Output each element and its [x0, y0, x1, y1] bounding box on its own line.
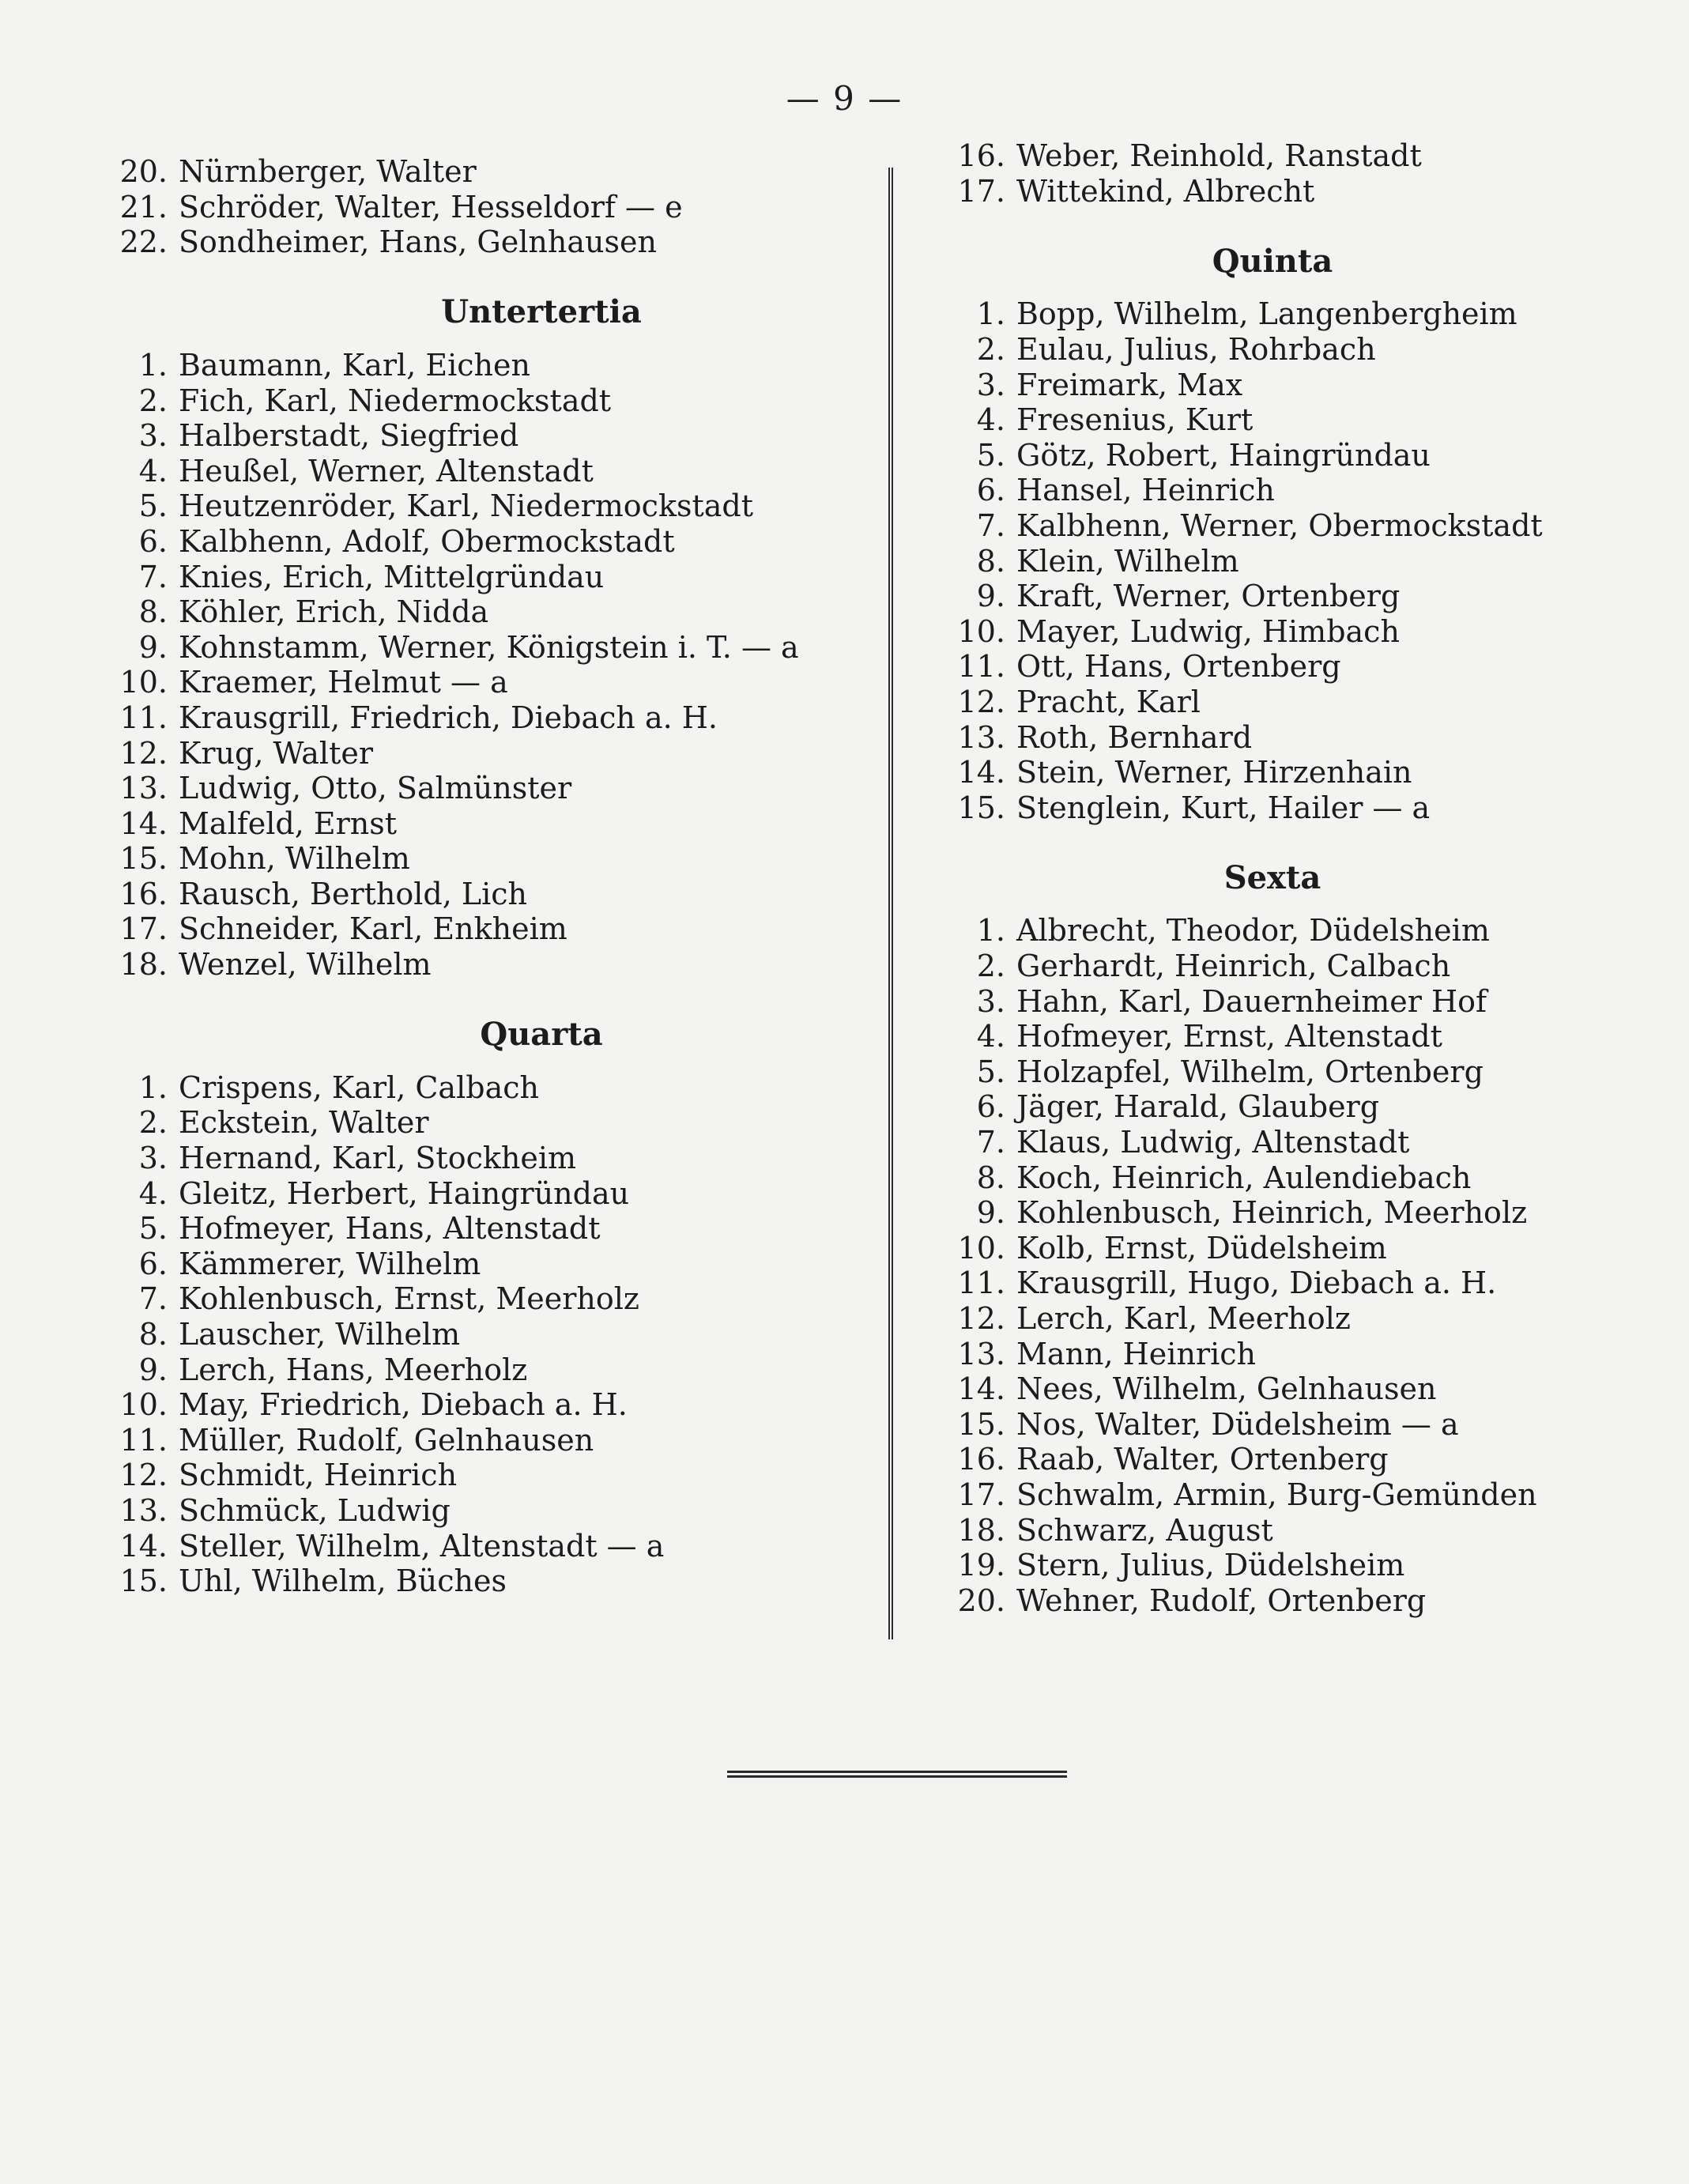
list-item	[948, 508, 1597, 544]
list-item	[948, 1371, 1597, 1407]
list-item	[948, 1266, 1597, 1301]
entry-number: 17.	[119, 911, 168, 947]
entry-number: 16.	[957, 1442, 1005, 1477]
list-item	[111, 947, 854, 983]
entry-number: 5.	[138, 488, 168, 524]
entry-number: 2.	[976, 949, 1005, 984]
entry-text: Schmidt, Heinrich	[179, 1458, 458, 1493]
entry-text: Baumann, Karl, Eichen	[179, 347, 530, 383]
list-item	[948, 332, 1597, 368]
entry-number: 4.	[976, 402, 1005, 438]
list-item	[111, 1281, 854, 1317]
entry-text: Kohlenbusch, Heinrich, Meerholz	[1016, 1195, 1528, 1231]
entry-number: 2.	[138, 383, 168, 418]
entry-number: 10.	[957, 1230, 1005, 1266]
entry-number: 15.	[957, 1406, 1005, 1442]
entry-number: 1.	[976, 913, 1005, 949]
entry-number: 7.	[138, 559, 168, 594]
entry-text: Jäger, Harald, Glauberg	[1016, 1089, 1380, 1125]
list-item	[948, 949, 1597, 984]
heading-quarta: Quarta	[480, 1016, 603, 1054]
entry-number: 20.	[957, 1582, 1005, 1618]
entry-number: 9.	[976, 1195, 1005, 1231]
heading-sexta: Sexta	[1223, 858, 1321, 896]
list-item	[111, 1176, 854, 1212]
list-item	[111, 911, 854, 947]
list-item	[948, 1089, 1597, 1125]
entry-number: 19.	[957, 1548, 1005, 1583]
entry-text: Malfeld, Ernst	[179, 805, 398, 841]
entry-text: Bopp, Wilhelm, Langenbergheim	[1016, 296, 1517, 332]
entry-number: 1.	[976, 296, 1005, 332]
list-item	[948, 913, 1597, 949]
heading-untertertia: Untertertia	[441, 293, 642, 331]
entry-number: 7.	[138, 1281, 168, 1317]
entry-number: 12.	[957, 684, 1005, 719]
entry-text: Lerch, Hans, Meerholz	[179, 1352, 528, 1387]
list-item	[111, 1529, 854, 1564]
entry-text: Sondheimer, Hans, Gelnhausen	[179, 224, 657, 260]
list-item	[111, 1317, 854, 1352]
list-item	[111, 1423, 854, 1458]
entry-text: Hansel, Heinrich	[1016, 473, 1275, 508]
entry-number: 9.	[138, 1352, 168, 1387]
list-item	[948, 1301, 1597, 1337]
entry-text: Wenzel, Wilhelm	[179, 947, 432, 983]
entry-number: 8.	[976, 543, 1005, 579]
sexta-list	[948, 913, 1597, 1618]
entry-number: 22.	[119, 224, 168, 260]
entry-text: May, Friedrich, Diebach a. H.	[179, 1387, 628, 1423]
list-item	[111, 736, 854, 771]
entry-text: Lerch, Karl, Meerholz	[1016, 1301, 1351, 1336]
right-top-list	[948, 138, 1597, 209]
entry-text: Fresenius, Kurt	[1016, 402, 1254, 438]
entry-number: 15.	[119, 1564, 168, 1599]
entry-number: 12.	[119, 735, 168, 771]
entry-number: 10.	[957, 613, 1005, 649]
entry-number: 11.	[957, 649, 1005, 685]
list-item	[111, 1070, 854, 1106]
list-item	[111, 1387, 854, 1423]
list-item	[111, 154, 854, 190]
list-item	[111, 560, 854, 595]
entry-number: 17.	[957, 173, 1005, 209]
entry-number: 12.	[119, 1458, 168, 1493]
list-item	[948, 579, 1597, 614]
entry-text: Mann, Heinrich	[1016, 1336, 1256, 1371]
list-item	[948, 1583, 1597, 1619]
list-item	[111, 1247, 854, 1282]
entry-text: Pracht, Karl	[1016, 684, 1201, 719]
entry-text: Kalbhenn, Werner, Obermockstadt	[1016, 507, 1543, 543]
list-item	[948, 544, 1597, 579]
list-item	[111, 190, 854, 225]
entry-number: 8.	[138, 594, 168, 630]
entry-number: 14.	[119, 805, 168, 841]
entry-number: 8.	[976, 1160, 1005, 1195]
list-item	[948, 174, 1597, 209]
entry-text: Schwarz, August	[1016, 1512, 1273, 1548]
list-item	[948, 1477, 1597, 1513]
entry-text: Ott, Hans, Ortenberg	[1016, 649, 1341, 685]
entry-number: 18.	[957, 1512, 1005, 1548]
list-item	[948, 368, 1597, 403]
entry-text: Heußel, Werner, Altenstadt	[179, 453, 594, 488]
list-item	[948, 296, 1597, 332]
entry-number: 17.	[957, 1477, 1005, 1512]
entry-text: Albrecht, Theodor, Düdelsheim	[1016, 913, 1490, 949]
entry-number: 13.	[957, 719, 1005, 755]
entry-number: 7.	[976, 507, 1005, 543]
list-item	[111, 700, 854, 736]
entry-number: 1.	[138, 1069, 168, 1105]
entry-text: Schröder, Walter, Hesseldorf — e	[179, 189, 683, 224]
entry-number: 8.	[138, 1317, 168, 1352]
entry-number: 5.	[976, 1054, 1005, 1089]
entry-number: 2.	[976, 331, 1005, 367]
list-item	[111, 630, 854, 666]
list-item	[111, 877, 854, 912]
list-item	[111, 224, 854, 260]
entry-text: Uhl, Wilhelm, Büches	[179, 1564, 507, 1599]
entry-number: 3.	[976, 367, 1005, 402]
list-item	[948, 1442, 1597, 1477]
entry-text: Lauscher, Wilhelm	[179, 1317, 461, 1352]
entry-text: Roth, Bernhard	[1016, 719, 1253, 755]
list-item	[948, 1019, 1597, 1054]
entry-text: Schmück, Ludwig	[179, 1492, 451, 1528]
closing-rule	[727, 1771, 1067, 1778]
list-item	[948, 1054, 1597, 1090]
list-item	[111, 454, 854, 489]
entry-text: Mohn, Wilhelm	[179, 841, 410, 877]
entry-number: 11.	[119, 700, 168, 735]
list-item	[111, 348, 854, 383]
list-item	[948, 1195, 1597, 1231]
entry-text: Götz, Robert, Haingründau	[1016, 437, 1431, 473]
list-item	[948, 720, 1597, 756]
entry-text: Schwalm, Armin, Burg-Gemünden	[1016, 1477, 1537, 1512]
entry-text: Hofmeyer, Hans, Altenstadt	[179, 1211, 601, 1247]
entry-number: 9.	[138, 629, 168, 665]
list-item	[948, 1337, 1597, 1372]
entry-text: Freimark, Max	[1016, 367, 1243, 402]
entry-text: Kolb, Ernst, Düdelsheim	[1016, 1230, 1387, 1266]
list-item	[948, 138, 1597, 174]
list-item	[111, 383, 854, 419]
entry-text: Gerhardt, Heinrich, Calbach	[1016, 949, 1451, 984]
entry-text: Kraemer, Helmut — a	[179, 665, 508, 700]
untertertia-list	[111, 348, 854, 983]
list-item	[111, 771, 854, 806]
entry-text: Fich, Karl, Niedermockstadt	[179, 383, 612, 418]
quinta-list	[948, 296, 1597, 825]
list-item	[111, 1211, 854, 1247]
entry-number: 10.	[119, 665, 168, 700]
entry-number: 14.	[957, 1371, 1005, 1407]
entry-number: 15.	[957, 790, 1005, 825]
entry-text: Wehner, Rudolf, Ortenberg	[1016, 1582, 1427, 1618]
entry-number: 14.	[957, 755, 1005, 790]
entry-text: Müller, Rudolf, Gelnhausen	[179, 1422, 594, 1458]
entry-number: 3.	[138, 1141, 168, 1176]
list-item	[948, 755, 1597, 790]
entry-text: Mayer, Ludwig, Himbach	[1016, 613, 1400, 649]
list-item	[948, 1548, 1597, 1583]
entry-text: Stern, Julius, Düdelsheim	[1016, 1548, 1405, 1583]
entry-text: Holzapfel, Wilhelm, Ortenberg	[1016, 1054, 1484, 1089]
list-item	[111, 1141, 854, 1176]
entry-number: 4.	[138, 1175, 168, 1211]
entry-text: Raab, Walter, Ortenberg	[1016, 1442, 1389, 1477]
entry-text: Kraft, Werner, Ortenberg	[1016, 579, 1401, 614]
list-item	[948, 614, 1597, 650]
entry-text: Nos, Walter, Düdelsheim — a	[1016, 1406, 1459, 1442]
entry-number: 3.	[976, 983, 1005, 1019]
list-item	[111, 418, 854, 454]
entry-number: 6.	[976, 473, 1005, 508]
entry-number: 12.	[957, 1301, 1005, 1336]
list-item	[111, 1105, 854, 1141]
entry-text: Nees, Wilhelm, Gelnhausen	[1016, 1371, 1437, 1407]
entry-number: 13.	[119, 1492, 168, 1528]
entry-text: Kalbhenn, Adolf, Obermockstadt	[179, 523, 675, 559]
list-item	[111, 1564, 854, 1599]
entry-text: Ludwig, Otto, Salmünster	[179, 771, 572, 806]
entry-number: 16.	[957, 138, 1005, 173]
quarta-list	[111, 1070, 854, 1599]
entry-number: 5.	[976, 437, 1005, 473]
entry-text: Nürnberger, Walter	[179, 154, 477, 189]
entry-number: 13.	[957, 1336, 1005, 1371]
column-divider	[888, 168, 893, 1639]
entry-number: 14.	[119, 1528, 168, 1564]
entry-text: Kohnstamm, Werner, Königstein i. T. — a	[179, 629, 799, 665]
entry-number: 3.	[138, 418, 168, 454]
entry-text: Heutzenröder, Karl, Niedermockstadt	[179, 488, 753, 524]
left-top-list	[111, 154, 854, 260]
entry-text: Steller, Wilhelm, Altenstadt — a	[179, 1528, 665, 1564]
entry-text: Kämmerer, Wilhelm	[179, 1246, 481, 1281]
list-item	[111, 1493, 854, 1529]
entry-number: 5.	[138, 1211, 168, 1247]
entry-text: Krausgrill, Hugo, Diebach a. H.	[1016, 1266, 1497, 1301]
list-item	[948, 1513, 1597, 1548]
list-item	[111, 488, 854, 524]
list-item	[111, 665, 854, 700]
entry-number: 4.	[138, 453, 168, 488]
entry-text: Crispens, Karl, Calbach	[179, 1069, 539, 1105]
list-item	[948, 649, 1597, 685]
entry-text: Köhler, Erich, Nidda	[179, 594, 489, 630]
entry-text: Krug, Walter	[179, 735, 373, 771]
entry-number: 11.	[957, 1266, 1005, 1301]
list-item	[948, 984, 1597, 1020]
entry-text: Klein, Wilhelm	[1016, 543, 1239, 579]
heading-quinta: Quinta	[1212, 242, 1333, 280]
list-item	[948, 1160, 1597, 1196]
list-item	[111, 1352, 854, 1388]
entry-number: 18.	[119, 947, 168, 983]
entry-text: Kohlenbusch, Ernst, Meerholz	[179, 1281, 639, 1317]
entry-text: Stein, Werner, Hirzenhain	[1016, 755, 1412, 790]
entry-number: 2.	[138, 1105, 168, 1141]
entry-number: 13.	[119, 771, 168, 806]
list-item	[948, 1407, 1597, 1443]
entry-text: Klaus, Ludwig, Altenstadt	[1016, 1125, 1410, 1160]
entry-text: Hernand, Karl, Stockheim	[179, 1141, 577, 1176]
entry-number: 9.	[976, 579, 1005, 614]
entry-number: 15.	[119, 841, 168, 877]
entry-number: 10.	[119, 1387, 168, 1423]
entry-text: Schneider, Karl, Enkheim	[179, 911, 567, 947]
entry-text: Krausgrill, Friedrich, Diebach a. H.	[179, 700, 718, 735]
entry-number: 6.	[976, 1089, 1005, 1125]
list-item	[111, 841, 854, 877]
list-item	[111, 806, 854, 842]
entry-number: 20.	[119, 154, 168, 189]
left-column	[111, 154, 854, 1599]
list-item	[948, 402, 1597, 438]
list-item	[111, 594, 854, 630]
entry-number: 1.	[138, 347, 168, 383]
list-item	[948, 790, 1597, 826]
entry-text: Rausch, Berthold, Lich	[179, 876, 528, 911]
entry-text: Weber, Reinhold, Ranstadt	[1016, 138, 1422, 173]
page-number: — 9 —	[786, 79, 903, 118]
entry-text: Stenglein, Kurt, Hailer — a	[1016, 790, 1431, 825]
list-item	[948, 1125, 1597, 1160]
entry-text: Halberstadt, Siegfried	[179, 418, 519, 454]
entry-text: Eckstein, Walter	[179, 1105, 429, 1141]
entry-number: 11.	[119, 1422, 168, 1458]
entry-text: Eulau, Julius, Rohrbach	[1016, 331, 1376, 367]
entry-number: 6.	[138, 1246, 168, 1281]
list-item	[111, 524, 854, 560]
entry-text: Gleitz, Herbert, Haingründau	[179, 1175, 630, 1211]
entry-text: Hofmeyer, Ernst, Altenstadt	[1016, 1019, 1442, 1054]
entry-text: Wittekind, Albrecht	[1016, 173, 1315, 209]
entry-text: Hahn, Karl, Dauernheimer Hof	[1016, 983, 1487, 1019]
entry-text: Koch, Heinrich, Aulendiebach	[1016, 1160, 1472, 1195]
entry-number: 7.	[976, 1125, 1005, 1160]
list-item	[948, 685, 1597, 720]
entry-text: Knies, Erich, Mittelgründau	[179, 559, 605, 594]
entry-number: 21.	[119, 189, 168, 224]
right-column	[948, 138, 1597, 1618]
list-item	[948, 1231, 1597, 1266]
list-item	[948, 473, 1597, 508]
entry-number: 4.	[976, 1019, 1005, 1054]
entry-number: 16.	[119, 876, 168, 911]
entry-number: 6.	[138, 523, 168, 559]
list-item	[111, 1458, 854, 1493]
list-item	[948, 438, 1597, 473]
